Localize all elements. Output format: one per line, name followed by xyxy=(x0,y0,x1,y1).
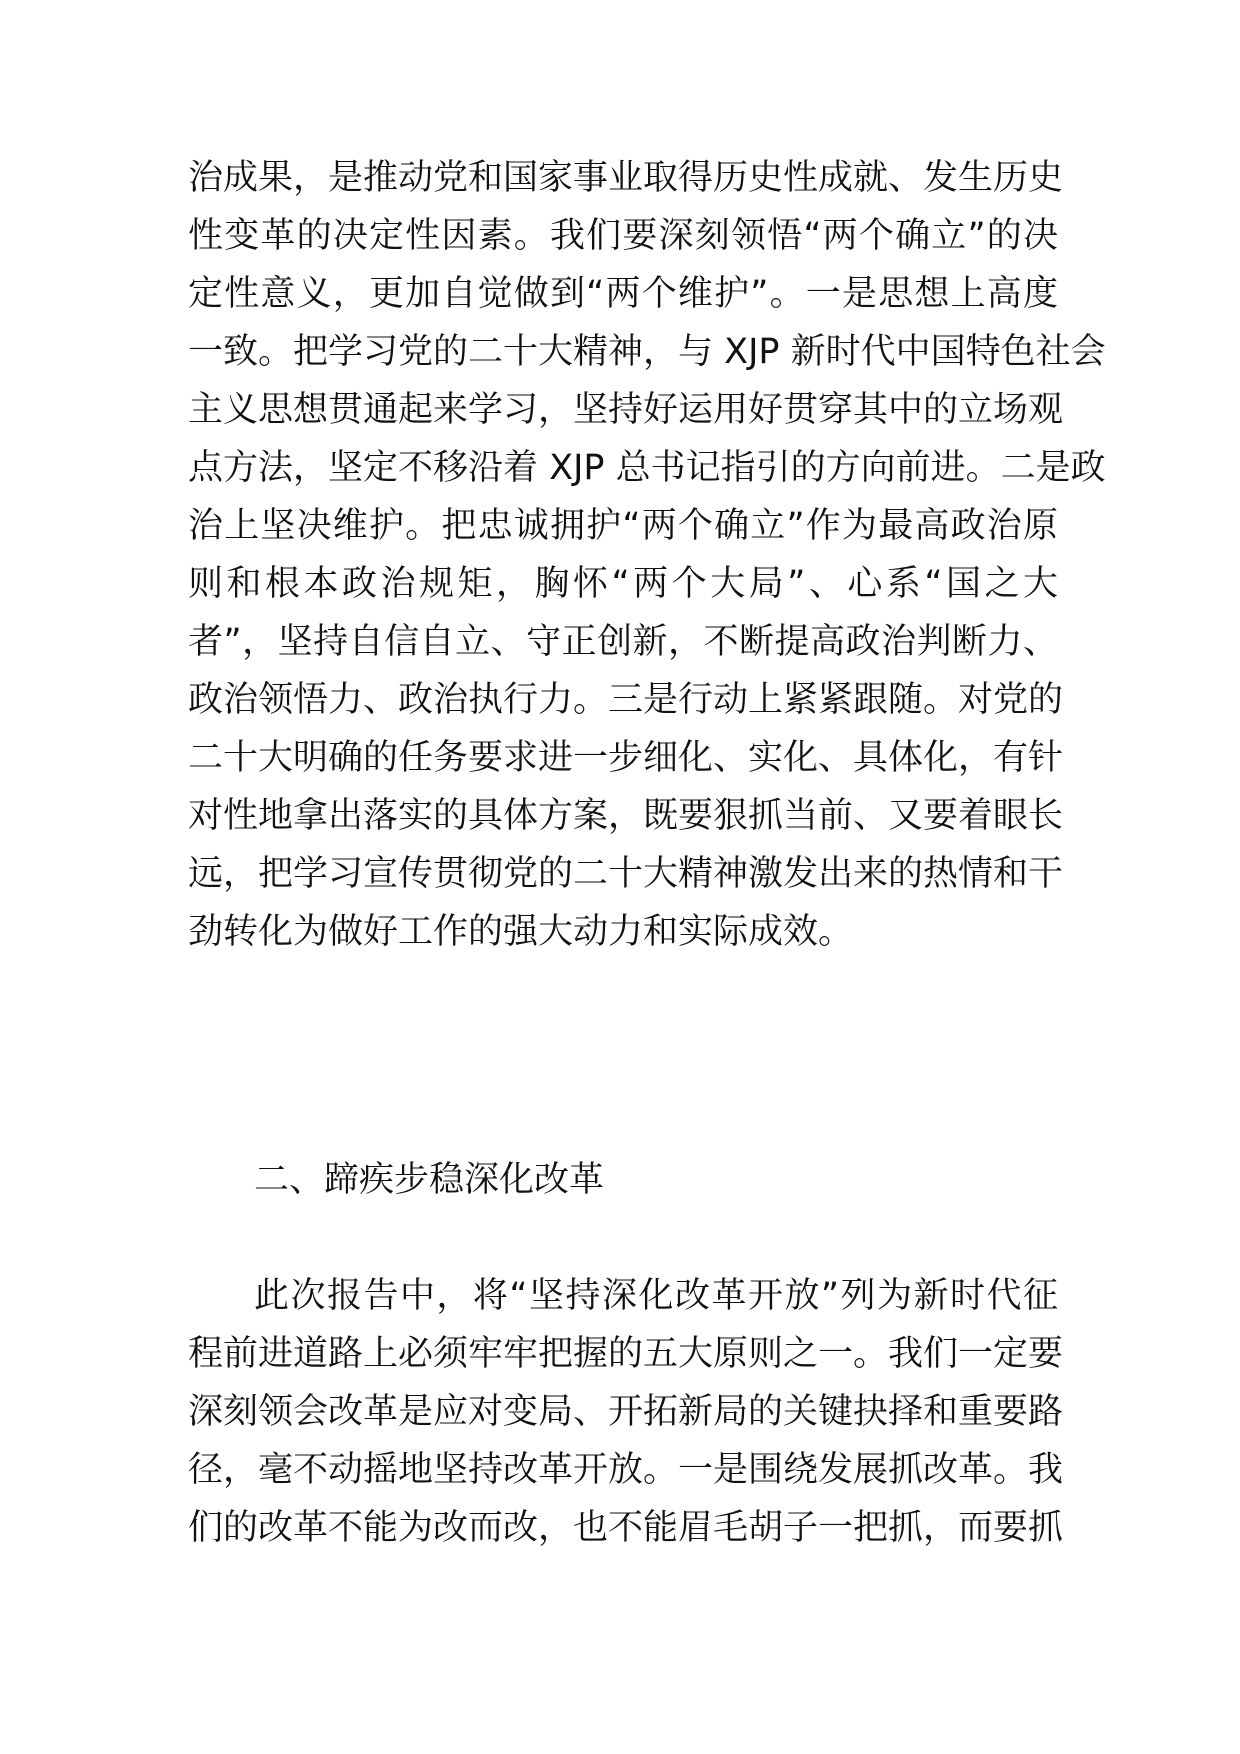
paragraph-line: 此次报告中，将“坚持深化改革开放”列为新时代征 xyxy=(254,1276,1058,1316)
paragraph-line: 性变革的决定性因素。我们要深刻领悟“两个确立”的决 xyxy=(188,216,1058,256)
section-heading: 二、蹄疾步稳深化改革 xyxy=(254,1160,605,1200)
paragraph-line: 二十大明确的任务要求进一步细化、实化、具体化，有针 xyxy=(188,738,1064,778)
paragraph-line: 一致。把学习党的二十大精神，与 XJP 新时代中国特色社会 xyxy=(188,332,1106,372)
paragraph-line: 程前进道路上必须牢牢把握的五大原则之一。我们一定要 xyxy=(188,1334,1064,1374)
paragraph-line: 定性意义，更加自觉做到“两个维护”。一是思想上高度 xyxy=(188,274,1058,314)
paragraph-line: 对性地拿出落实的具体方案，既要狠抓当前、又要着眼长 xyxy=(188,796,1064,836)
paragraph-line: 们的改革不能为改而改，也不能眉毛胡子一把抓，而要抓 xyxy=(188,1508,1064,1548)
paragraph-line: 远，把学习宣传贯彻党的二十大精神激发出来的热情和干 xyxy=(188,854,1064,894)
paragraph-line: 政治领悟力、政治执行力。三是行动上紧紧跟随。对党的 xyxy=(188,680,1064,720)
paragraph-line: 径，毫不动摇地坚持改革开放。一是围绕发展抓改革。我 xyxy=(188,1450,1064,1490)
paragraph-line: 主义思想贯通起来学习，坚持好运用好贯穿其中的立场观 xyxy=(188,390,1064,430)
paragraph-line: 深刻领会改革是应对变局、开拓新局的关键抉择和重要路 xyxy=(188,1392,1064,1432)
paragraph-line: 则和根本政治规矩，胸怀“两个大局”、心系“国之大 xyxy=(188,564,1058,604)
paragraph-line: 点方法，坚定不移沿着 XJP 总书记指引的方向前进。二是政 xyxy=(188,448,1106,488)
paragraph-line: 治成果，是推动党和国家事业取得历史性成就、发生历史 xyxy=(188,158,1064,198)
paragraph-line: 者”，坚持自信自立、守正创新，不断提高政治判断力、 xyxy=(188,622,1058,662)
paragraph-line: 劲转化为做好工作的强大动力和实际成效。 xyxy=(188,912,854,952)
paragraph-line: 治上坚决维护。把忠诚拥护“两个确立”作为最高政治原 xyxy=(188,506,1058,546)
